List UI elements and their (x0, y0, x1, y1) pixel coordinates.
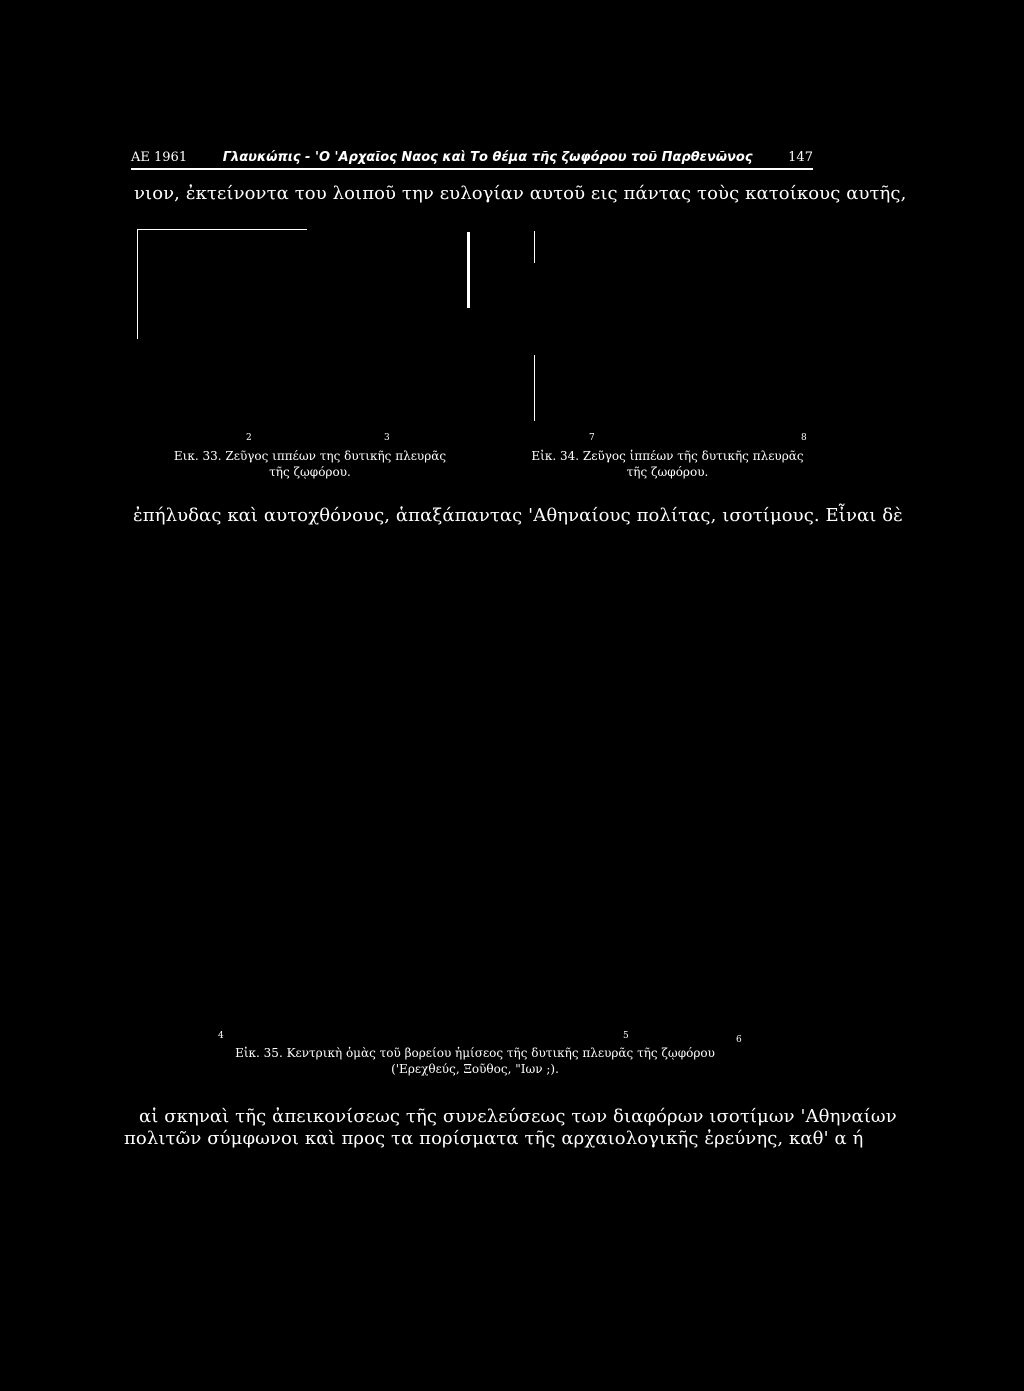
body-text-line-4: πολιτῶν σύμφωνοι καὶ προς τα πορίσματα τῆς αρχαιολογικῆς ἐρεύνης, καθ' α ή (124, 1128, 864, 1149)
body-text-line-3: αἱ σκηναὶ τῆς ἀπεικονίσεως τῆς συνελεύσεως των διαφόρων ισοτίμων 'Αθηναίων (139, 1106, 897, 1127)
fig35-marker-left: 4 (218, 1031, 224, 1041)
page-number: 147 (788, 149, 813, 165)
fig34-marker-right: 8 (801, 433, 807, 443)
journal-label: ΑΕ 1961 (131, 149, 188, 165)
fig33-caption-line-2: τῆς ζῳφόρου. (269, 465, 351, 479)
fig33-marker-left: 2 (246, 433, 252, 443)
body-text-line-1: νιον, ἐκτείνοντα του λοιποῦ την ευλογίαν αυτοῦ εις πάντας τοὺς κατοίκους αυτῆς, (134, 183, 907, 204)
fig34-marker-left: 7 (589, 433, 595, 443)
article-title: Γλαυκώπις - 'Ο 'Αρχαῖος Ναος καὶ Το θέμα τῆς ζωφόρου τοῦ Παρθενῶνος (222, 149, 753, 165)
fig35-caption-line-1: Εἰκ. 35. Κεντρικὴ ὁμὰς τοῦ βορείου ἡμίσεος τῆς δυτικῆς πλευρᾶς τῆς ζῳφόρου (235, 1046, 715, 1060)
fig33-marker-right: 3 (384, 433, 390, 443)
fig35-caption-line-2: ('Ερεχθεύς, Ξοῦθος, "Ιων ;). (391, 1062, 559, 1076)
fig35-marker-right: 6 (736, 1035, 742, 1045)
figure-35-caption (215, 1045, 735, 1077)
fig35-marker-mid: 5 (623, 1031, 629, 1041)
header-rule (131, 168, 813, 170)
figure-34-caption (520, 448, 815, 480)
fig34-caption-line-2: τῆς ζωφόρου. (626, 465, 709, 479)
body-text-line-2: ἐπήλυδας καὶ αυτοχθόνους, ἁπαξάπαντας 'Αθηναίους πολίτας, ισοτίμους. Εἶναι δὲ (133, 505, 903, 526)
fig34-caption-line-1: Εἰκ. 34. Ζεῦγος ἱππέων τῆς δυτικῆς πλευρᾶς (531, 449, 804, 463)
figure-33-caption (170, 448, 450, 480)
running-header (131, 147, 813, 167)
figure-35-image (130, 545, 820, 1015)
fig33-caption-line-1: Εικ. 33. Ζεῦγος ιππέων της δυτικῆς πλευρᾶς (173, 449, 447, 463)
